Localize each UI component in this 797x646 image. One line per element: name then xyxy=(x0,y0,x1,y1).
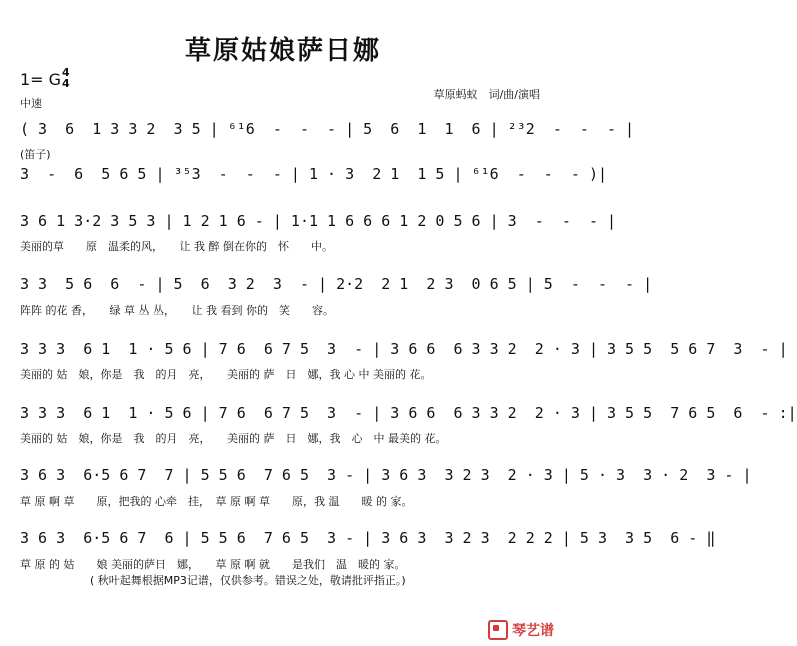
site-logo xyxy=(488,620,554,640)
page-title: 草原姑娘萨日娜 xyxy=(184,36,381,66)
time-signature-top: 4 xyxy=(62,66,70,79)
score-row-1: ( 3 6 1 3 3 2 3 5 | ⁶¹6 - - - | 5 6 1 1 6 | ²³2 - - - | xyxy=(20,120,635,138)
lyric-line-6: 草 原 的 姑 娘 美丽的萨日 娜， 草 原 啊 就 是我们 温 暖的 家。 xyxy=(20,558,406,571)
lyric-line-5: 草 原 啊 草 原，把我的 心牵 挂， 草 原 啊 草 原，我 温 暖 的 家。 xyxy=(20,495,413,508)
lyric-line-1: 美丽的草 原 温柔的风， 让 我 醉 倒在你的 怀 中。 xyxy=(20,240,333,253)
score-row-4: 3 3 5 6 6 - | 5 6 3 2 3 - | 2·2 2 1 2 3 0 6 5 | 5 - - - | xyxy=(20,275,653,293)
transcription-note: ( 秋叶起舞根据MP3记谱，仅供参考。错误之处，敬请批评指正。) xyxy=(90,574,406,587)
lyric-line-3: 美丽的 姑 娘，你是 我 的月 亮， 美丽的 萨 日 娜，我 心 中 美丽的 花。 xyxy=(20,368,432,381)
tempo-marking: 中速 xyxy=(20,97,42,110)
logo-text: 琴艺谱 xyxy=(512,623,554,639)
score-row-3: 3 6 1 3·2 3 5 3 | 1 2 1 6 - | 1·1 1 6 6 6 1 2 0 5 6 | 3 - - - | xyxy=(20,212,617,230)
time-signature xyxy=(62,67,70,89)
score-row-7: 3 6 3 6·5 6 7 7 | 5 5 6 7 6 5 3 - | 3 6 3 3 2 3 2 · 3 | 5 · 3 3 · 2 3 - | xyxy=(20,466,752,484)
time-signature-bottom: 4 xyxy=(62,77,70,90)
score-row-6: 3 3 3 6 1 1 · 5 6 | 7 6 6 7 5 3 - | 3 6 6 6 3 3 2 2 · 3 | 3 5 5 7 6 5 6 - :| xyxy=(20,404,797,422)
credit-line: 草原蚂蚁 词/曲/演唱 xyxy=(433,88,540,101)
score-row-5: 3 3 3 6 1 1 · 5 6 | 7 6 6 7 5 3 - | 3 6 6 6 3 3 2 2 · 3 | 3 5 5 5 6 7 3 - | xyxy=(20,340,788,358)
score-row-2: 3 - 6 5 6 5 | ³⁵3 - - - | 1 · 3 2 1 1 5 | ⁶¹6 - - - )| xyxy=(20,165,607,183)
lyric-line-4: 美丽的 姑 娘，你是 我 的月 亮， 美丽的 萨 日 娜，我 心 中 最美的 花。 xyxy=(20,432,447,445)
instrument-label: (笛子) xyxy=(20,148,51,161)
key-signature: 1= G xyxy=(20,70,62,89)
logo-icon xyxy=(488,620,508,640)
score-row-8: 3 6 3 6·5 6 7 6 | 5 5 6 7 6 5 3 - | 3 6 3 3 2 3 2 2 2 | 5 3 3 5 6 - ‖ xyxy=(20,529,716,547)
lyric-line-2: 阵阵 的花 香， 绿 草 丛 丛， 让 我 看到 你的 笑 容。 xyxy=(20,304,334,317)
